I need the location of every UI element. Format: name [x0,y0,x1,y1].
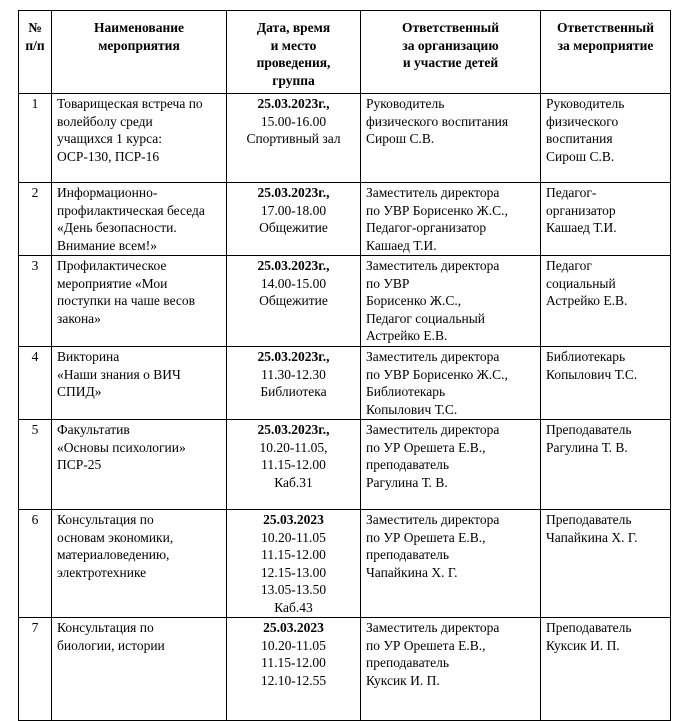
cell-text-line: 12.10-12.55 [260,672,327,688]
cell-text-line: преподаватель [366,547,450,562]
cell-text-line: по УВР [366,275,410,291]
event-date: 25.03.2023г., [257,349,330,364]
cell-text-line: Кашаед Т.И. [366,237,437,253]
event-name [52,420,227,510]
table-row [19,420,671,510]
cell-text-line: Чапайкина Х. Г. [366,564,458,580]
event-responsible [541,94,671,183]
cell-text-line: Библиотекарь [366,384,446,399]
cell-text-line: Консультация по [57,620,154,635]
cell-text-line: Кашаед Т.И. [546,220,617,235]
cell-text-line: материаловедению, [57,547,170,562]
cell-text-line: Сирош С.В. [546,148,615,164]
cell-text-line: 10.20-11.05 [261,529,326,545]
header-event-name [52,11,227,94]
cell-text-line: 13.05-13.50 [260,582,327,597]
event-organizer [361,510,541,618]
event-date-time-place [227,510,361,618]
event-responsible [541,256,671,347]
cell-text-line: профилактическая беседа [57,202,205,218]
event-date-time-place [227,618,361,721]
cell-text-line: «День безопасности. [57,220,177,235]
cell-text-line: по УВР Борисенко Ж.С., [366,202,508,218]
cell-text-line: Дата, время [256,20,331,35]
event-organizer [361,420,541,510]
row-number: 7 [19,618,52,721]
cell-text-line: мероприятия [98,37,180,53]
cell-text-line: преподаватель [366,655,450,670]
cell-text-line: группа [272,72,315,88]
event-date-time-place [227,94,361,183]
event-responsible [541,420,671,510]
event-name [52,618,227,721]
cell-text-line: Факультатив [57,422,130,437]
cell-text-line: Чапайкина Х. Г. [546,529,638,545]
cell-text-line: поступки на чаше весов [57,293,196,308]
event-date-time-place [227,347,361,420]
cell-text-line: Заместитель директора [366,349,500,364]
cell-text-line: Каб.43 [274,599,313,615]
cell-text-line: Информационно- [57,185,158,200]
cell-text-line: по УВР Борисенко Ж.С., [366,366,508,382]
event-organizer [361,94,541,183]
table-row [19,94,671,183]
cell-text-line: Копылович Т.С. [546,366,638,382]
cell-text-line: 15.00-16.00 [260,113,327,129]
cell-text-line: 12.15-13.00 [260,564,327,580]
cell-text-line: Каб.31 [274,474,313,490]
cell-text-line: Борисенко Ж.С., [366,293,462,308]
cell-text-line: Заместитель директора [366,185,500,200]
cell-text-line: физического [546,113,619,129]
cell-text-line: 11.15-12.00 [261,547,326,562]
event-date: 25.03.2023г., [257,185,330,200]
row-number: 5 [19,420,52,510]
header-responsible [541,11,671,94]
event-organizer [361,183,541,256]
cell-text-line: Викторина [57,349,120,364]
table-header-row [19,11,671,94]
cell-text-line: Рагулина Т. В. [546,439,628,455]
cell-text-line: Преподаватель [546,512,632,527]
cell-text-line: Куксик И. П. [546,637,620,653]
event-date-time-place [227,420,361,510]
cell-text-line: 10.20-11.05, [259,439,328,455]
cell-text-line: 10.20-11.05 [261,637,326,653]
cell-text-line: основам экономики, [57,529,174,545]
cell-text-line: ОСР-130, ПСР-16 [57,148,160,164]
event-organizer [361,618,541,721]
event-name [52,94,227,183]
event-date: 25.03.2023г., [257,258,330,273]
cell-text-line: организатор [546,202,616,218]
event-name [52,256,227,347]
cell-text-line: Руководитель [546,96,625,111]
row-number: 2 [19,183,52,256]
cell-text-line: мероприятие «Мои [57,275,168,291]
row-number: 6 [19,510,52,618]
cell-text-line: Педагог- [546,185,597,200]
cell-text-line: Руководитель [366,96,445,111]
row-number: 3 [19,256,52,347]
cell-text-line: Спортивный зал [246,131,341,146]
table-row [19,183,671,256]
event-name [52,347,227,420]
cell-text-line: № [28,20,42,35]
cell-text-line: учащихся 1 курса: [57,131,162,146]
event-organizer [361,256,541,347]
table-row [19,256,671,347]
cell-text-line: закона» [57,310,101,326]
header-date-time-place [227,11,361,94]
cell-text-line: Внимание всем!» [57,237,157,253]
row-number: 4 [19,347,52,420]
cell-text-line: 17.00-18.00 [260,202,327,218]
cell-text-line: Заместитель директора [366,620,500,635]
cell-text-line: проведения, [256,55,331,70]
cell-text-line: Библиотекарь [546,349,626,364]
cell-text-line: по УР Орешета Е.В., [366,637,486,653]
header-number [19,11,52,94]
cell-text-line: Библиотека [260,384,327,399]
cell-text-line: Преподаватель [546,422,632,437]
cell-text-line: Копылович Т.С. [366,401,458,417]
cell-text-line: Заместитель директора [366,512,500,527]
event-date-time-place [227,183,361,256]
cell-text-line: электротехнике [57,564,147,580]
cell-text-line: преподаватель [366,457,450,472]
table-row [19,618,671,721]
cell-text-line: Ответственный [402,20,499,35]
events-schedule-table [18,10,671,721]
event-date: 25.03.2023 [263,620,324,635]
event-name [52,510,227,618]
event-responsible [541,347,671,420]
cell-text-line: 14.00-15.00 [260,275,327,291]
cell-text-line: Рагулина Т. В. [366,474,448,490]
cell-text-line: за организацию [402,37,499,53]
cell-text-line: Консультация по [57,512,154,527]
cell-text-line: воспитания [546,131,613,146]
cell-text-line: физического воспитания [366,113,509,129]
cell-text-line: Астрейко Е.В. [366,328,448,343]
table-row [19,347,671,420]
cell-text-line: биологии, истории [57,637,165,653]
cell-text-line: Заместитель директора [366,422,500,437]
event-responsible [541,510,671,618]
cell-text-line: СПИД» [57,384,102,399]
event-responsible [541,618,671,721]
cell-text-line: по УР Орешета Е.В., [366,529,486,545]
cell-text-line: за мероприятие [557,37,654,53]
cell-text-line: «Наши знания о ВИЧ [57,366,181,382]
cell-text-line: социальный [546,275,616,291]
cell-text-line: Преподаватель [546,620,632,635]
cell-text-line: Товарищеская встреча по [57,96,203,111]
cell-text-line: и место [270,37,317,53]
event-organizer [361,347,541,420]
table-row [19,510,671,618]
cell-text-line: Сирош С.В. [366,131,435,146]
cell-text-line: Профилактическое [57,258,167,273]
event-date: 25.03.2023 [263,512,324,527]
cell-text-line: ПСР-25 [57,457,102,472]
cell-text-line: Педагог-организатор [366,220,487,235]
event-responsible [541,183,671,256]
cell-text-line: Общежитие [259,220,328,235]
cell-text-line: Педагог социальный [366,310,486,326]
cell-text-line: волейболу среди [57,113,153,129]
cell-text-line: и участие детей [402,55,499,70]
event-date: 25.03.2023г., [257,422,330,437]
cell-text-line: Общежитие [259,293,328,308]
row-number: 1 [19,94,52,183]
cell-text-line: «Основы психологии» [57,439,186,455]
event-date: 25.03.2023г., [257,96,330,111]
cell-text-line: 11.15-12.00 [261,457,326,472]
cell-text-line: Заместитель директора [366,258,500,273]
cell-text-line: 11.15-12.00 [261,655,326,670]
event-date-time-place [227,256,361,347]
cell-text-line: 11.30-12.30 [261,366,326,382]
cell-text-line: Педагог [546,258,592,273]
cell-text-line: по УР Орешета Е.В., [366,439,486,455]
cell-text-line: Наименование [94,20,184,35]
event-name [52,183,227,256]
cell-text-line: п/п [25,37,45,53]
cell-text-line: Астрейко Е.В. [546,293,628,308]
cell-text-line: Ответственный [557,20,654,35]
cell-text-line: Куксик И. П. [366,672,440,688]
header-organizer [361,11,541,94]
